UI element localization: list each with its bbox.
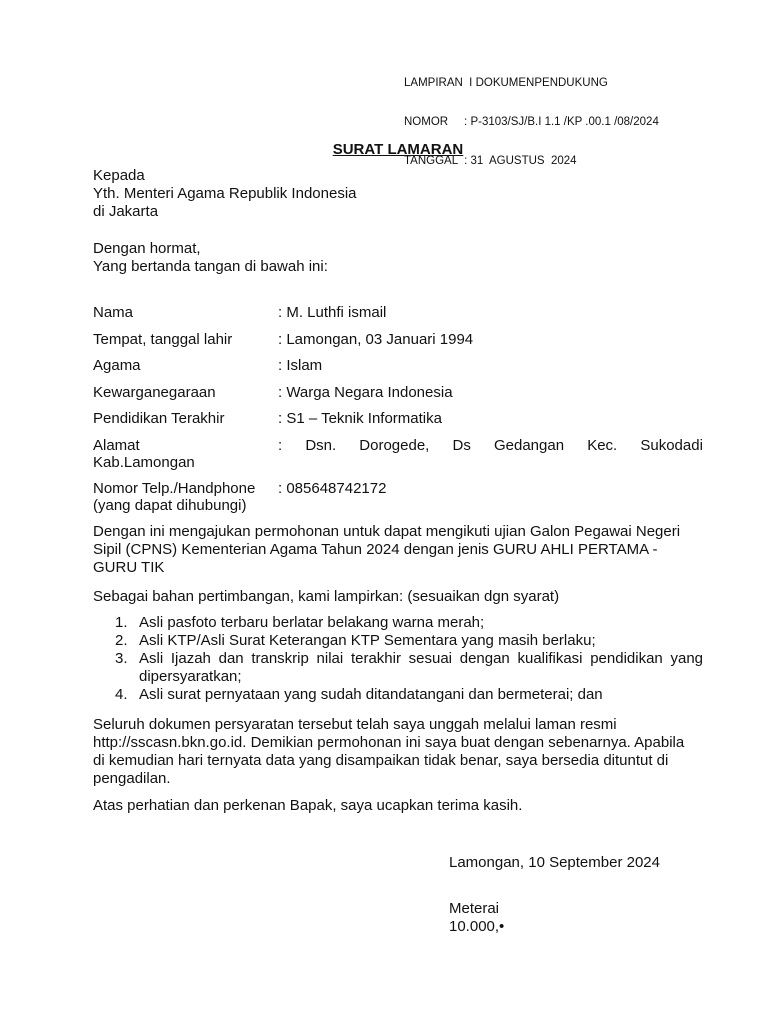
list-item	[93, 632, 703, 650]
field-label-note: (yang dapat dihubungi)	[93, 497, 247, 514]
document-title: SURAT LAMARAN	[332, 141, 464, 158]
paragraph-line: Seluruh dokumen persyaratan tersebut telah saya unggah melalui laman resmi	[93, 716, 617, 733]
field-value: : 085648742172	[278, 480, 387, 497]
address-word: Sukodadi	[640, 437, 703, 454]
list-number: 3.	[115, 650, 128, 667]
address-continuation: Kab.Lamongan	[93, 454, 195, 471]
address-word: :	[278, 437, 283, 454]
field-alamat	[93, 437, 703, 473]
reference-number-line: NOMOR : P-3103/SJ/B.I 1.1 /KP .00.1 /08/2024	[404, 116, 659, 128]
thanks-paragraph: Atas perhatian dan perkenan Bapak, saya ucapkan terima kasih.	[93, 797, 523, 814]
address-first-line	[278, 437, 703, 454]
attachments-intro: Sebagai bahan pertimbangan, kami lampirkan: (sesuaikan dgn syarat)	[93, 588, 560, 605]
field-label: Nomor Telp./Handphone	[93, 480, 256, 497]
field-label: Nama	[93, 304, 134, 321]
list-item	[93, 614, 703, 632]
greeting-block	[93, 240, 703, 276]
field-value: : S1 – Teknik Informatika	[278, 410, 442, 427]
list-text: Asli Ijazah dan transkrip nilai terakhir sesuai dengan kualifikasi pendidikan yang dipersyaratkan;	[139, 650, 703, 685]
greeting-line: Yang bertanda tangan di bawah ini:	[93, 258, 328, 275]
paragraph-line: http://sscasn.bkn.go.id. Demikian permohonan ini saya buat dengan sebenarnya. Apabila	[93, 734, 685, 751]
field-value: : Islam	[278, 357, 323, 374]
paragraph-line: di kemudian hari ternyata data yang disampaikan tidak benar, saya bersedia dituntut di	[93, 752, 669, 769]
paragraph-line: pengadilan.	[93, 770, 171, 787]
stamp-duty-value: 10.000,•	[449, 918, 505, 935]
paragraph-line: GURU TIK	[93, 559, 165, 576]
field-telp	[93, 480, 703, 516]
list-item	[93, 650, 703, 686]
recipient-block	[93, 167, 703, 221]
address-word: Gedangan	[493, 437, 565, 454]
field-label: Pendidikan Terakhir	[93, 410, 225, 427]
stamp-duty-label: Meterai	[449, 900, 500, 917]
field-label: Alamat	[93, 437, 140, 454]
stamp-duty-block	[449, 900, 504, 936]
closing-paragraph	[93, 716, 703, 788]
list-item	[93, 686, 703, 704]
list-number: 4.	[115, 686, 128, 703]
field-value: : Lamongan, 03 Januari 1994	[278, 331, 474, 348]
recipient-line: Yth. Menteri Agama Republik Indonesia	[93, 185, 357, 202]
place-date: Lamongan, 10 September 2024	[449, 854, 660, 871]
list-text: Asli KTP/Asli Surat Keterangan KTP Sementara yang masih berlaku;	[139, 632, 596, 649]
list-text: Asli pasfoto terbaru berlatar belakang warna merah;	[139, 614, 485, 631]
list-text: Asli surat pernyataan yang sudah ditandatangani dan bermeterai; dan	[139, 686, 603, 703]
field-value: : M. Luthfi ismail	[278, 304, 387, 321]
paragraph-line: Sipil (CPNS) Kementerian Agama Tahun 2024 dengan jenis GURU AHLI PERTAMA -	[93, 541, 658, 558]
recipient-line: Kepada	[93, 167, 145, 184]
attachment-list	[93, 614, 703, 704]
application-paragraph	[93, 523, 703, 577]
address-word: Ds	[452, 437, 471, 454]
field-value: : Warga Negara Indonesia	[278, 384, 453, 401]
list-number: 1.	[115, 614, 128, 631]
reference-date-line: TANGGAL : 31 AGUSTUS 2024	[404, 155, 577, 167]
list-number: 2.	[115, 632, 128, 649]
address-word: Dorogede,	[359, 437, 430, 454]
field-label: Tempat, tanggal lahir	[93, 331, 233, 348]
greeting-line: Dengan hormat,	[93, 240, 201, 257]
field-label: Agama	[93, 357, 141, 374]
field-label: Kewarganegaraan	[93, 384, 216, 401]
paragraph-line: Dengan ini mengajukan permohonan untuk dapat mengikuti ujian Galon Pegawai Negeri	[93, 523, 681, 540]
attachment-reference-line: LAMPIRAN I DOKUMENPENDUKUNG	[404, 77, 608, 89]
address-word: Dsn.	[305, 437, 337, 454]
recipient-line: di Jakarta	[93, 203, 159, 220]
address-word: Kec.	[587, 437, 618, 454]
